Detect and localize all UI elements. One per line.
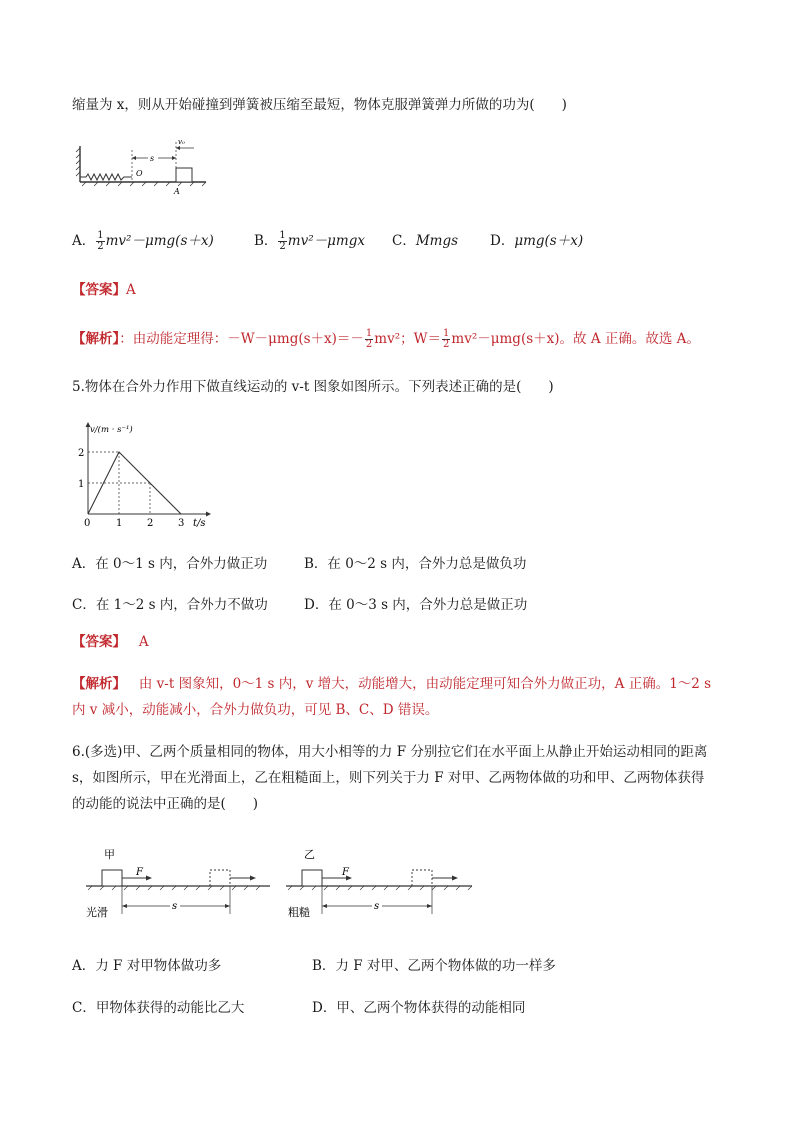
q4-label-v0: v₀ [178,138,185,146]
x-tick-label: 3 [178,518,185,529]
q4-option-c[interactable]: C．Mmgs [392,233,459,249]
q6-figure [82,846,482,920]
x-axis-arrow [206,512,211,517]
q4-label-a: A [174,187,180,196]
x-tick-label: 2 [147,518,154,529]
q6-option-b[interactable]: B．力 F 对甲、乙两个物体做的功一样多 [312,958,556,974]
q5-stem: 5.物体在合外力作用下做直线运动的 v-t 图象如图所示。下列表述正确的是( ) [72,379,554,395]
q6-label-s-left: s [172,901,178,912]
q5-vt-graph [76,422,226,529]
q4-spring-figure [74,136,214,198]
q4-analysis: 【解析】：由动能定理得：－W－μmg(s＋x)＝－ $\frac{1}{2}$ mv²；W＝ $\frac{1}{2}$ mv²－μmg(s＋x)。故 A 正确。故选 A。 [72,328,700,350]
q6-option-a[interactable]: A．力 F 对甲物体做功多 [72,958,222,974]
fraction-half: $\frac{1}{2}$ [97,230,104,252]
q4-option-a[interactable]: A． $\frac{1}{2}$ mv²－μmg(s＋x) [72,230,214,252]
q5-option-a[interactable]: A．在 0～1 s 内，合外力做正功 [72,556,268,572]
q6-label-yi: 乙 [304,848,315,861]
q6-label-smooth: 光滑 [86,906,108,919]
y-tick-label: 2 [78,448,85,459]
x-tick-label: 0 [84,518,91,529]
y-axis-title: v/(m · s⁻¹) [90,425,133,435]
q5-option-c[interactable]: C．在 1～2 s 内，合外力不做功 [72,597,268,613]
q6-label-force-right: F [342,867,349,878]
q6-label-s-right: s [374,901,380,912]
q6-option-d[interactable]: D．甲、乙两个物体获得的动能相同 [312,1000,526,1016]
q4-stem: 缩量为 x，则从开始碰撞到弹簧被压缩至最短，物体克服弹簧弹力所做的功为( ) [72,97,567,113]
q4-label-s: s [150,154,155,163]
q6-stem-line1: 6.(多选)甲、乙两个质量相同的物体，用大小相等的力 F 分别拉它们在水平面上从静止开始运动相同的距离 [72,744,708,760]
x-tick-label: 1 [116,518,123,529]
q6-stem-line3: 的动能的说法中正确的是( ) [72,796,259,812]
x-axis-title: t/s [193,518,206,529]
fraction-half: $\frac{1}{2}$ [279,230,286,252]
q4-option-b[interactable]: B． $\frac{1}{2}$ mv²－μmgx [254,230,365,252]
q6-stem-line2: s，如图所示，甲在光滑面上，乙在粗糙面上，则下列关于力 F 对甲、乙两物体做的功和甲、乙两物体获得 [72,770,705,786]
q6-option-c[interactable]: C．甲物体获得的动能比乙大 [72,1000,245,1016]
q4-answer: 【答案】A [72,282,136,298]
q4-label-o: O [136,169,143,178]
q5-analysis-line2: 内 v 减小，动能减小，合外力做负功，可见 B、C、D 错误。 [72,702,439,718]
fraction-half: $\frac{1}{2}$ [443,328,450,350]
q5-option-b[interactable]: B．在 0～2 s 内，合外力总是做负功 [304,556,527,572]
q5-analysis-line1: 【解析】 由 v-t 图象知，0～1 s 内，v 增大，动能增大，由动能定理可知合外力做正功，A 正确。1～2 s [72,676,712,692]
q5-option-d[interactable]: D．在 0～3 s 内，合外力总是做正功 [304,597,528,613]
fraction-half: $\frac{1}{2}$ [365,328,373,350]
q5-answer: 【答案】 A [72,634,149,650]
q4-option-d[interactable]: D．μmg(s＋x) [490,233,584,249]
q6-label-force-left: F [136,867,143,878]
q6-label-rough: 粗糙 [288,906,310,919]
y-tick-label: 1 [78,479,85,490]
q6-label-jia: 甲 [104,848,115,861]
